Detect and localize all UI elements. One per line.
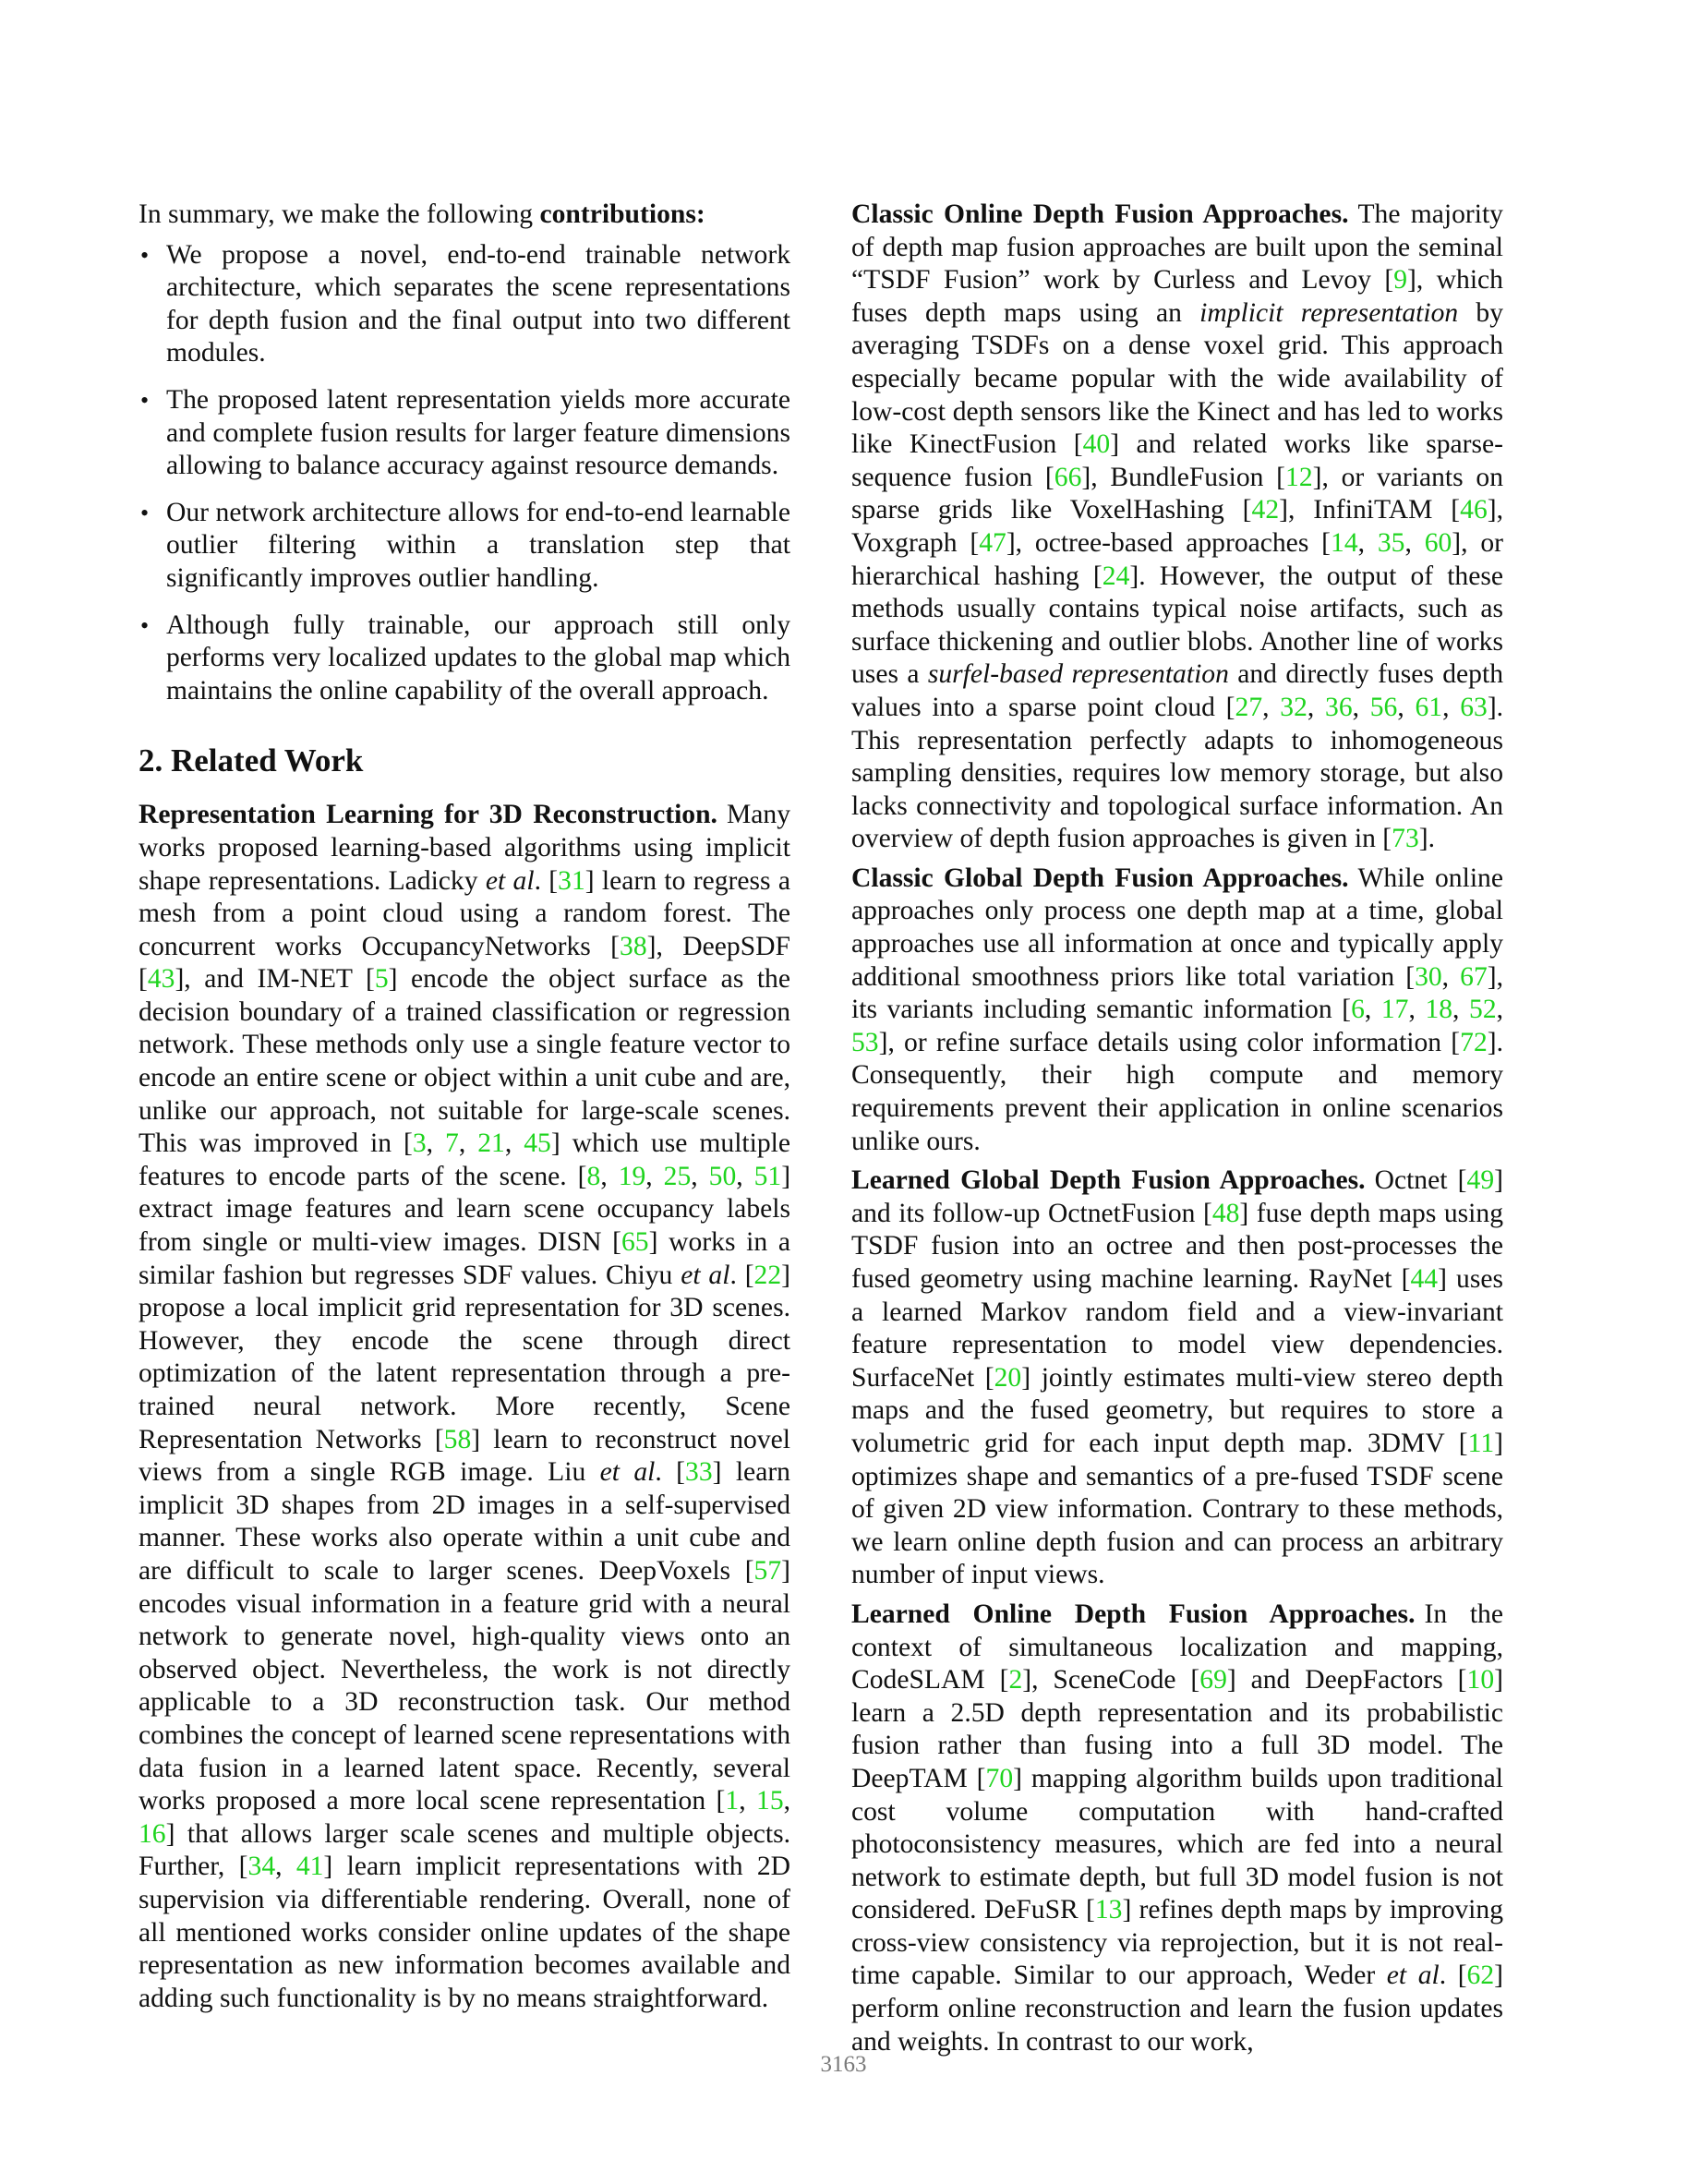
citation-link[interactable]: 21 [477,1128,505,1159]
body-text: . [ [1439,1961,1467,1991]
citation-link[interactable]: 15 [756,1786,784,1816]
citation-link[interactable]: 44 [1410,1264,1439,1294]
body-text: ] extract image features and learn scene occupancy labels from single or multi-view images. DISN [ [139,1161,791,1258]
citation-link[interactable]: 60 [1424,527,1452,558]
body-text: ], Voxgraph [ [851,495,1504,558]
citation-link[interactable]: 8 [586,1161,601,1191]
body-text: ] fuse depth maps using TSDF fusion into an octree and then post-processes the fused geometry using machine learning. RayNet [ [851,1198,1503,1294]
contribution-text: The proposed latent representation yields more accurate and complete fusion results for larger feature dimensions allowing to balance accuracy against resource demands. [166,384,790,481]
body-text: ], its variants including semantic information [ [851,961,1504,1025]
citation-link[interactable]: 69 [1199,1665,1227,1695]
bullet-icon: • [140,499,150,526]
body-text: , [1307,692,1326,722]
body-text: ], octree-based approaches [ [1006,527,1332,558]
body-text: ] learn to reconstruct novel views from a single RGB image. Liu [139,1424,790,1488]
citation-link[interactable]: 62 [1466,1961,1495,1991]
contribution-text: We propose a novel, end-to-end trainable network architecture, which separates the scene representations for depth fusion and the final output into two different modules. [166,239,790,368]
right-column [851,199,1503,2065]
body-text: ] refines depth maps by improving cross-view consistency via reprojection, but it is not real-time capable. Similar to our approach, Weder [851,1895,1503,1991]
paragraph-title: Representation Learning for 3D Reconstruction. [139,800,717,830]
paragraph-title: Classic Global Depth Fusion Approaches. [851,863,1349,893]
citation-link[interactable]: 63 [1460,692,1488,722]
body-text: ] encodes visual information in a feature grid with a neural network to generate novel, high-quality views onto an observed object. Nevertheless, the work is not directly applicable to a 3D reconstruction task. Our method combines the concept of learned scene representations with data fusion in a learned latent space. Recently, several works proposed a more local scene representation [ [139,1555,790,1816]
contribution-item [139,384,790,483]
body-text: ] which use multiple features to encode parts of the scene. [ [139,1128,791,1191]
body-text: , [1496,995,1504,1025]
body-text: ] jointly estimates multi-view stereo depth maps and the fused geometry, but requires to store a volumetric grid for each input depth map. 3DMV [ [851,1362,1503,1458]
body-text: ] propose a local implicit grid representation for 3D scenes. However, they encode the scene through direct optimization of the latent representation through a pre-trained neural network. More recently, Scene Representation Networks [ [139,1260,790,1454]
body-text: ], DeepSDF [ [139,931,790,995]
body-text: ], or variants on sparse grids like VoxelHashing [ [851,462,1503,525]
citation-link[interactable]: 61 [1415,692,1443,722]
paragraph-title: Learned Online Depth Fusion Approaches. [851,1599,1416,1629]
emphasis-text: et al [485,865,535,896]
body-text: , [1404,527,1425,558]
body-text: , [1397,692,1416,722]
body-text: , [1408,995,1426,1025]
body-text: ] learn implicit 3D shapes from 2D images in a self-supervised manner. These works also operate within a unit cube and are difficult to scale to larger scenes. DeepVoxels [ [139,1457,790,1586]
body-text: Octnet [ [1374,1165,1467,1196]
citation-link[interactable]: 32 [1280,692,1307,722]
body-text: and directly fuses depth values into a sparse point cloud [ [851,659,1503,722]
body-text: ] and related works like sparse-sequence fusion [ [851,429,1504,492]
citation-link[interactable]: 25 [663,1161,692,1191]
citation-link[interactable]: 47 [979,527,1006,558]
intro-bold: contributions: [539,199,705,229]
body-text: ] mapping algorithm builds upon traditional cost volume computation with hand-crafted photoconsistency measures, which are fed into a neural network to estimate depth, but full 3D model fusion is not considered. DeFuSR [ [851,1763,1503,1925]
bullet-icon: • [140,386,150,414]
page-number: 3163 [820,2052,867,2077]
paragraph [851,1599,1503,2058]
body-text: , [426,1128,446,1159]
body-text: ], and IM-NET [ [175,964,375,995]
citation-link[interactable]: 17 [1380,995,1409,1025]
body-text: The majority of depth map fusion approaches are built upon the seminal “TSDF Fusion” work by Curless and Levoy [ [851,199,1503,296]
body-text: , [458,1128,478,1159]
body-text: , [600,1161,619,1191]
body-text: ] optimizes shape and semantics of a pre-fused TSDF scene of given 2D view information. Contrary to these methods, we learn online depth fusion and can process an arbitrary number of input views. [851,1428,1503,1590]
body-text: ] learn to regress a mesh from a point cloud using a random forest. The concurrent works OccupancyNetworks [ [139,865,790,961]
citation-link[interactable]: 9 [1393,265,1408,296]
body-text: , [1441,961,1461,992]
paragraph-title: Learned Global Depth Fusion Approaches. [851,1165,1366,1196]
contribution-item [139,609,790,708]
citation-link[interactable]: 30 [1415,961,1442,992]
section-heading: 2. Related Work [139,742,364,779]
body-text: , [783,1786,791,1816]
bullet-icon: • [140,241,150,269]
bullet-icon: • [140,611,150,639]
body-text: ], or hierarchical hashing [ [851,527,1504,591]
body-text: ] and its follow-up OctnetFusion [ [851,1165,1503,1228]
body-text: ] learn a 2.5D depth representation and its probabilistic fusion rather than fusing into a full 3D model. The DeepTAM [ [851,1665,1503,1793]
citation-link[interactable]: 65 [621,1227,649,1258]
body-text: ] and DeepFactors [ [1226,1665,1467,1695]
citation-link[interactable]: 5 [374,964,389,995]
citation-link[interactable]: 24 [1102,561,1130,591]
body-text: . [ [655,1457,686,1488]
citation-link[interactable]: 43 [147,964,175,995]
body-text: , [1452,995,1470,1025]
body-text: ], InfiniTAM [ [1279,495,1461,525]
citation-link[interactable]: 51 [753,1161,782,1191]
citation-link[interactable]: 1 [725,1786,740,1816]
citation-link[interactable]: 14 [1331,527,1358,558]
citation-link[interactable]: 11 [1467,1428,1495,1458]
body-text: by averaging TSDFs on a dense voxel grid. This approach especially became popular with the wide availability of low-cost depth sensors like the Kinect and has led to works like KinectFusion [ [851,297,1504,460]
right-paragraphs [851,199,1503,2058]
citation-link[interactable]: 67 [1460,961,1488,992]
citation-link[interactable]: 35 [1377,527,1405,558]
contribution-text: Although fully trainable, our approach still only performs very localized updates to the global map which maintains the online capability of the overall approach. [166,609,790,706]
emphasis-text: implicit representation [1199,297,1459,328]
body-text: In the context of simultaneous localization and mapping, CodeSLAM [ [851,1599,1503,1695]
citation-link[interactable]: 2 [1008,1665,1023,1695]
citation-link[interactable]: 49 [1466,1165,1495,1196]
citation-link[interactable]: 10 [1466,1665,1495,1695]
body-text: ] that allows larger scale scenes and multiple objects. Further, [ [139,1818,790,1882]
citation-link[interactable]: 22 [753,1260,782,1290]
body-text: ]. [1418,824,1436,854]
citation-link[interactable]: 50 [708,1161,737,1191]
citation-link[interactable]: 36 [1325,692,1353,722]
emphasis-text: surfel-based representation [927,659,1229,690]
citation-link[interactable]: 52 [1469,995,1497,1025]
body-text: ] learn implicit representations with 2D supervision via differentiable rendering. Overall, none of all mentioned works consider online updates of the shape representation as new information becomes available and adding such functionality is by no means straightforward. [139,1852,790,2013]
body-text: , [736,1161,754,1191]
body-text: ], SceneCode [ [1022,1665,1200,1695]
body-text: ] encode the object surface as the decision boundary of a trained classification or regression network. These methods only use a single feature vector to encode an entire scene or object within a unit cube and are, unlike our approach, not suitable for large-scale scenes. This was improved in [ [139,964,790,1159]
body-text: , [691,1161,709,1191]
citation-link[interactable]: 57 [753,1555,782,1586]
paragraph [139,799,790,2015]
emphasis-text: et al [1386,1961,1440,1991]
body-text: , [1364,995,1381,1025]
intro-text: In summary, we make the following [139,199,540,229]
body-text: ] perform online reconstruction and learn the fusion updates and weights. In contrast to our work, [851,1961,1503,2057]
citation-link[interactable]: 19 [618,1161,646,1191]
citation-link[interactable]: 18 [1425,995,1453,1025]
citation-link[interactable]: 40 [1082,429,1111,460]
contributions-list [139,239,790,708]
body-text: ]. This representation perfectly adapts to inhomogeneous sampling densities, requires low memory storage, but also lacks connectivity and topological surface information. An overview of depth fusion approaches is given in [ [851,692,1504,854]
body-text: ]. Consequently, their high compute and memory requirements prevent their application in online scenarios unlike ours. [851,1027,1503,1156]
citation-link[interactable]: 6 [1351,995,1365,1025]
citation-link[interactable]: 72 [1460,1027,1488,1057]
citation-link[interactable]: 73 [1392,824,1419,854]
contribution-item [139,497,790,596]
paragraph [851,863,1503,1158]
body-text: , [645,1161,664,1191]
contributions-intro [139,199,790,232]
body-text: ]. However, the output of these methods usually contains typical noise artifacts, such as surface thickening and outlier blobs. Another line of works uses a [851,561,1504,690]
body-text: ], BundleFusion [ [1081,462,1286,492]
citation-link[interactable]: 33 [685,1457,713,1488]
body-text: , [1352,692,1370,722]
citation-link[interactable]: 66 [1054,462,1082,492]
emphasis-text: et al [681,1260,730,1290]
citation-link[interactable]: 38 [620,931,647,961]
left-paragraphs [139,799,790,2015]
body-text: . [ [729,1260,754,1290]
body-text: , [1262,692,1281,722]
body-text: ], which fuses depth maps using an [851,265,1503,328]
citation-link[interactable]: 46 [1460,495,1488,525]
citation-link[interactable]: 34 [247,1852,276,1882]
body-text: ], or refine surface details using color information [ [878,1027,1461,1057]
citation-link[interactable]: 16 [139,1818,166,1849]
citation-link[interactable]: 70 [985,1763,1014,1793]
body-text: , [504,1128,524,1159]
body-text: , [275,1852,296,1882]
citation-link[interactable]: 12 [1285,462,1313,492]
body-text: , [1357,527,1378,558]
emphasis-text: et al [599,1457,656,1488]
citation-link[interactable]: 3 [412,1128,427,1159]
body-text: While online approaches only process one depth map at a time, global approaches use all information at once and typically apply additional smoothness priors like total variation [ [851,863,1503,992]
citation-link[interactable]: 13 [1094,1895,1123,1925]
citation-link[interactable]: 7 [445,1128,459,1159]
contribution-text: Our network architecture allows for end-to-end learnable outlier filtering within a translation step that significantly improves outlier handling. [166,497,790,593]
left-column [139,199,790,2021]
citation-link[interactable]: 42 [1251,495,1280,525]
body-text: , [1442,692,1461,722]
paragraph-title: Classic Online Depth Fusion Approaches. [851,199,1349,229]
body-text: . [ [534,865,559,896]
citation-link[interactable]: 31 [558,865,585,896]
citation-link[interactable]: 41 [295,1852,324,1882]
citation-link[interactable]: 45 [524,1128,551,1159]
body-text: ] uses a learned Markov random field and a view-invariant feature representation to model view dependencies. SurfaceNet [ [851,1264,1503,1393]
citation-link[interactable]: 20 [994,1362,1022,1393]
citation-link[interactable]: 58 [443,1424,472,1454]
body-text: , [739,1786,757,1816]
contribution-item [139,239,790,370]
paragraph [851,1164,1503,1592]
body-text: Many works proposed learning-based algorithms using implicit shape representations. Ladicky [139,800,790,896]
citation-link[interactable]: 27 [1235,692,1263,722]
paragraph [851,199,1503,856]
citation-link[interactable]: 56 [1369,692,1398,722]
citation-link[interactable]: 53 [851,1027,879,1057]
citation-link[interactable]: 48 [1211,1198,1240,1228]
body-text: ] works in a similar fashion but regresses SDF values. Chiyu [139,1227,790,1290]
